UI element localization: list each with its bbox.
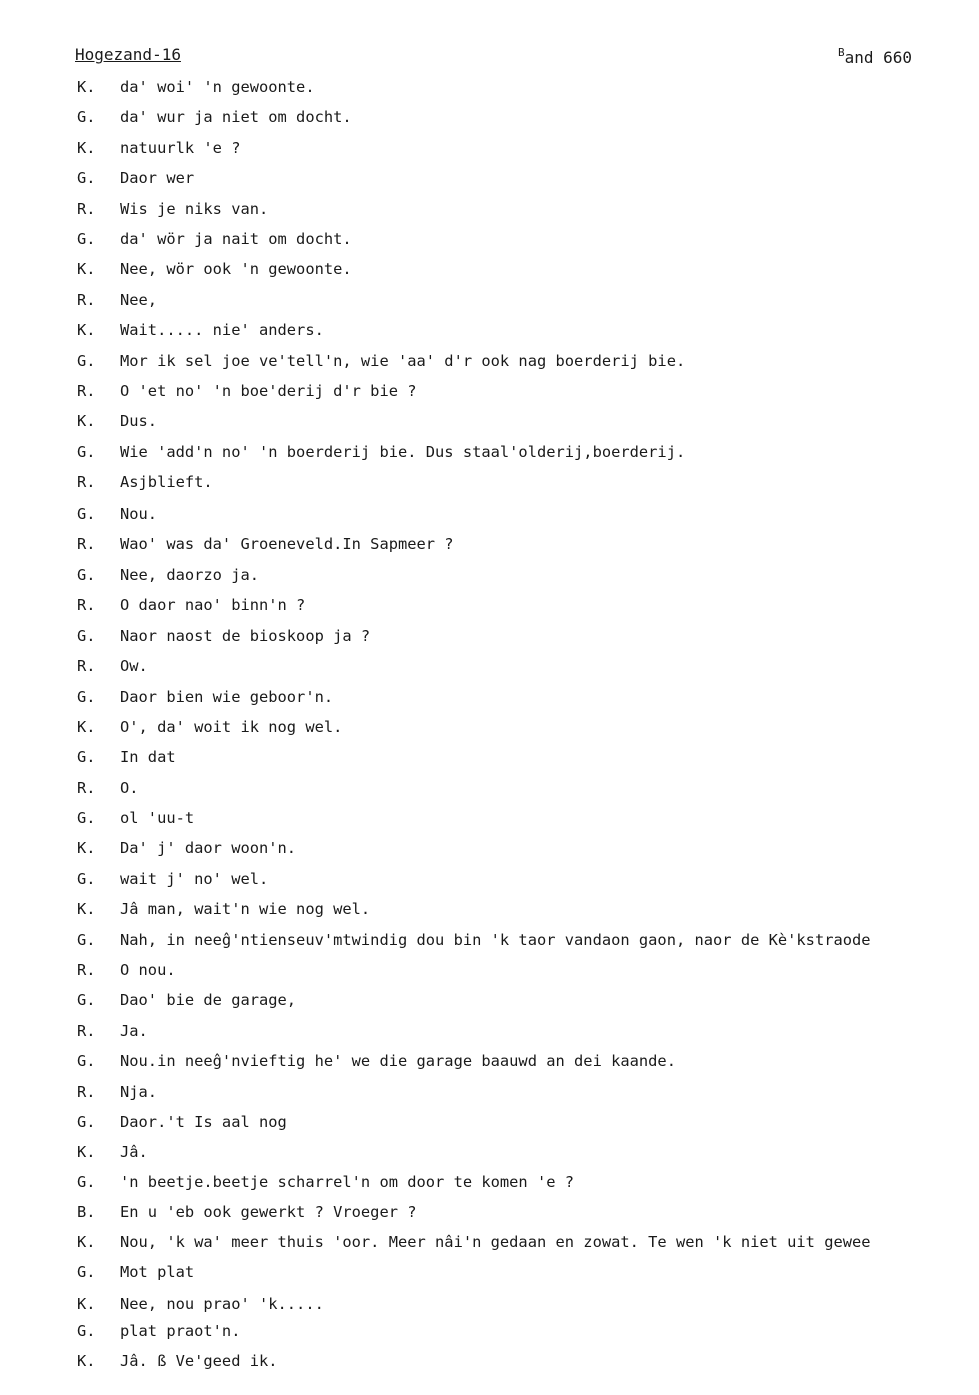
transcript-line	[0, 929, 979, 951]
transcript-line	[0, 686, 979, 708]
utterance-text: Daor.'t Is aal nog	[120, 1113, 287, 1131]
utterance-text: Wait..... nie' anders.	[120, 321, 324, 339]
utterance-text: Mor ik sel joe ve'tell'n, wie 'aa' d'r ook nag boerderij bie.	[120, 352, 686, 370]
transcript-line	[0, 746, 979, 768]
speaker-label: G.	[77, 443, 96, 461]
transcript-line	[0, 716, 979, 738]
transcript-line	[0, 1231, 979, 1253]
transcript-line	[0, 655, 979, 677]
speaker-label: R.	[77, 291, 96, 309]
utterance-text: 'n beetje.beetje scharrel'n om door te komen 'e ?	[120, 1173, 575, 1191]
utterance-text: da' woi' 'n gewoonte.	[120, 78, 315, 96]
speaker-label: G.	[77, 748, 96, 766]
speaker-label: G.	[77, 169, 96, 187]
speaker-label: G.	[77, 566, 96, 584]
utterance-text: Nja.	[120, 1083, 158, 1101]
transcript-line	[0, 1201, 979, 1223]
utterance-text: Naor naost de bioskoop ja ?	[120, 627, 371, 645]
transcript-line	[0, 898, 979, 920]
speaker-label: R.	[77, 473, 96, 491]
transcript-line	[0, 777, 979, 799]
transcript-line	[0, 1111, 979, 1133]
speaker-label: R.	[77, 1083, 96, 1101]
speaker-label: G.	[77, 352, 96, 370]
utterance-text: O.	[120, 779, 139, 797]
utterance-text: Nou, 'k wa' meer thuis 'oor. Meer nâi'n gedaan en zowat. Te wen 'k niet uit gewee	[120, 1233, 871, 1251]
transcript-line	[0, 441, 979, 463]
speaker-label: R.	[77, 961, 96, 979]
transcript-line	[0, 1141, 979, 1163]
speaker-label: K.	[77, 1295, 96, 1313]
speaker-label: B.	[77, 1203, 96, 1221]
utterance-text: natuurlk 'e ?	[120, 139, 241, 157]
transcript-line	[0, 258, 979, 280]
speaker-label: G.	[77, 688, 96, 706]
utterance-text: Nou.in neeĝ'nvieftig he' we die garage baauwd an dei kaande.	[120, 1052, 676, 1070]
utterance-text: Nou.	[120, 505, 158, 523]
utterance-text: Nee, nou prao' 'k.....	[120, 1295, 324, 1313]
speaker-label: G.	[77, 809, 96, 827]
speaker-label: G.	[77, 991, 96, 1009]
utterance-text: In dat	[120, 748, 176, 766]
document-title: Hogezand-16	[75, 45, 181, 64]
transcript-line	[0, 868, 979, 890]
transcript-line	[0, 1261, 979, 1283]
utterance-text: ol 'uu-t	[120, 809, 195, 827]
speaker-label: G.	[77, 627, 96, 645]
speaker-label: K.	[77, 321, 96, 339]
speaker-label: G.	[77, 505, 96, 523]
utterance-text: Dus.	[120, 412, 158, 430]
band-label: and 660	[844, 48, 913, 67]
transcript-line	[0, 471, 979, 493]
transcript-line	[0, 106, 979, 128]
speaker-label: K.	[77, 412, 96, 430]
transcript-line	[0, 533, 979, 555]
transcript-line	[0, 837, 979, 859]
speaker-label: K.	[77, 139, 96, 157]
utterance-text: Jâ.	[120, 1143, 148, 1161]
speaker-label: G.	[77, 931, 96, 949]
transcript-line	[0, 564, 979, 586]
utterance-text: Dao' bie de garage,	[120, 991, 297, 1009]
transcript-line	[0, 1020, 979, 1042]
speaker-label: K.	[77, 260, 96, 278]
utterance-text: wait j' no' wel.	[120, 870, 269, 888]
utterance-text: Daor wer	[120, 169, 195, 187]
utterance-text: O', da' woit ik nog wel.	[120, 718, 343, 736]
transcript-line	[0, 1350, 979, 1372]
utterance-text: plat praot'n.	[120, 1322, 241, 1340]
speaker-label: R.	[77, 779, 96, 797]
transcript-line	[0, 959, 979, 981]
utterance-text: Da' j' daor woon'n.	[120, 839, 297, 857]
utterance-text: Wie 'add'n no' 'n boerderij bie. Dus staal'olderij,boerderij.	[120, 443, 686, 461]
transcript-line	[0, 228, 979, 250]
speaker-label: K.	[77, 839, 96, 857]
utterance-text: O nou.	[120, 961, 176, 979]
transcript-line	[0, 1050, 979, 1072]
utterance-text: Daor bien wie geboor'n.	[120, 688, 334, 706]
utterance-text: Ow.	[120, 657, 148, 675]
speaker-label: R.	[77, 535, 96, 553]
utterance-text: O daor nao' binn'n ?	[120, 596, 306, 614]
transcript-line	[0, 1171, 979, 1193]
utterance-text: Nah, in neeĝ'ntienseuv'mtwindig dou bin 'k taor vandaon gaon, naor de Kè'kstraode	[120, 931, 871, 949]
speaker-label: K.	[77, 1352, 96, 1370]
utterance-text: Mot plat	[120, 1263, 195, 1281]
utterance-text: Asjblieft.	[120, 473, 213, 491]
transcript-line	[0, 807, 979, 829]
utterance-text: Nee,	[120, 291, 158, 309]
speaker-label: G.	[77, 1113, 96, 1131]
utterance-text: Wis je niks van.	[120, 200, 269, 218]
utterance-text: O 'et no' 'n boe'derij d'r bie ?	[120, 382, 417, 400]
transcript-line	[0, 380, 979, 402]
speaker-label: G.	[77, 1322, 96, 1340]
utterance-text: Ja.	[120, 1022, 148, 1040]
transcript-line	[0, 289, 979, 311]
band-prefix: B	[838, 46, 845, 59]
transcript-line	[0, 625, 979, 647]
speaker-label: R.	[77, 657, 96, 675]
utterance-text: Nee, daorzo ja.	[120, 566, 259, 584]
speaker-label: K.	[77, 1143, 96, 1161]
speaker-label: G.	[77, 870, 96, 888]
utterance-text: Jâ. ß Ve'geed ik.	[120, 1352, 278, 1370]
utterance-text: En u 'eb ook gewerkt ? Vroeger ?	[120, 1203, 417, 1221]
transcript-line	[0, 1320, 979, 1342]
speaker-label: K.	[77, 900, 96, 918]
transcript-line	[0, 319, 979, 341]
transcript-line	[0, 503, 979, 525]
transcript-line	[0, 1293, 979, 1315]
transcript-line	[0, 350, 979, 372]
speaker-label: K.	[77, 78, 96, 96]
speaker-label: G.	[77, 108, 96, 126]
transcript-line	[0, 167, 979, 189]
speaker-label: R.	[77, 200, 96, 218]
speaker-label: K.	[77, 1233, 96, 1251]
utterance-text: Wao' was da' Groeneveld.In Sapmeer ?	[120, 535, 454, 553]
utterance-text: da' wur ja niet om docht.	[120, 108, 352, 126]
speaker-label: G.	[77, 1263, 96, 1281]
speaker-label: G.	[77, 1052, 96, 1070]
transcript-line	[0, 1081, 979, 1103]
speaker-label: R.	[77, 1022, 96, 1040]
utterance-text: da' wör ja nait om docht.	[120, 230, 352, 248]
transcript-line	[0, 137, 979, 159]
utterance-text: Jâ man, wait'n wie nog wel.	[120, 900, 371, 918]
speaker-label: G.	[77, 1173, 96, 1191]
transcript-line	[0, 76, 979, 98]
speaker-label: R.	[77, 382, 96, 400]
utterance-text: Nee, wör ook 'n gewoonte.	[120, 260, 352, 278]
transcript-line	[0, 198, 979, 220]
speaker-label: G.	[77, 230, 96, 248]
speaker-label: K.	[77, 718, 96, 736]
transcript-line	[0, 594, 979, 616]
speaker-label: R.	[77, 596, 96, 614]
transcript-line	[0, 410, 979, 432]
transcript-line	[0, 989, 979, 1011]
